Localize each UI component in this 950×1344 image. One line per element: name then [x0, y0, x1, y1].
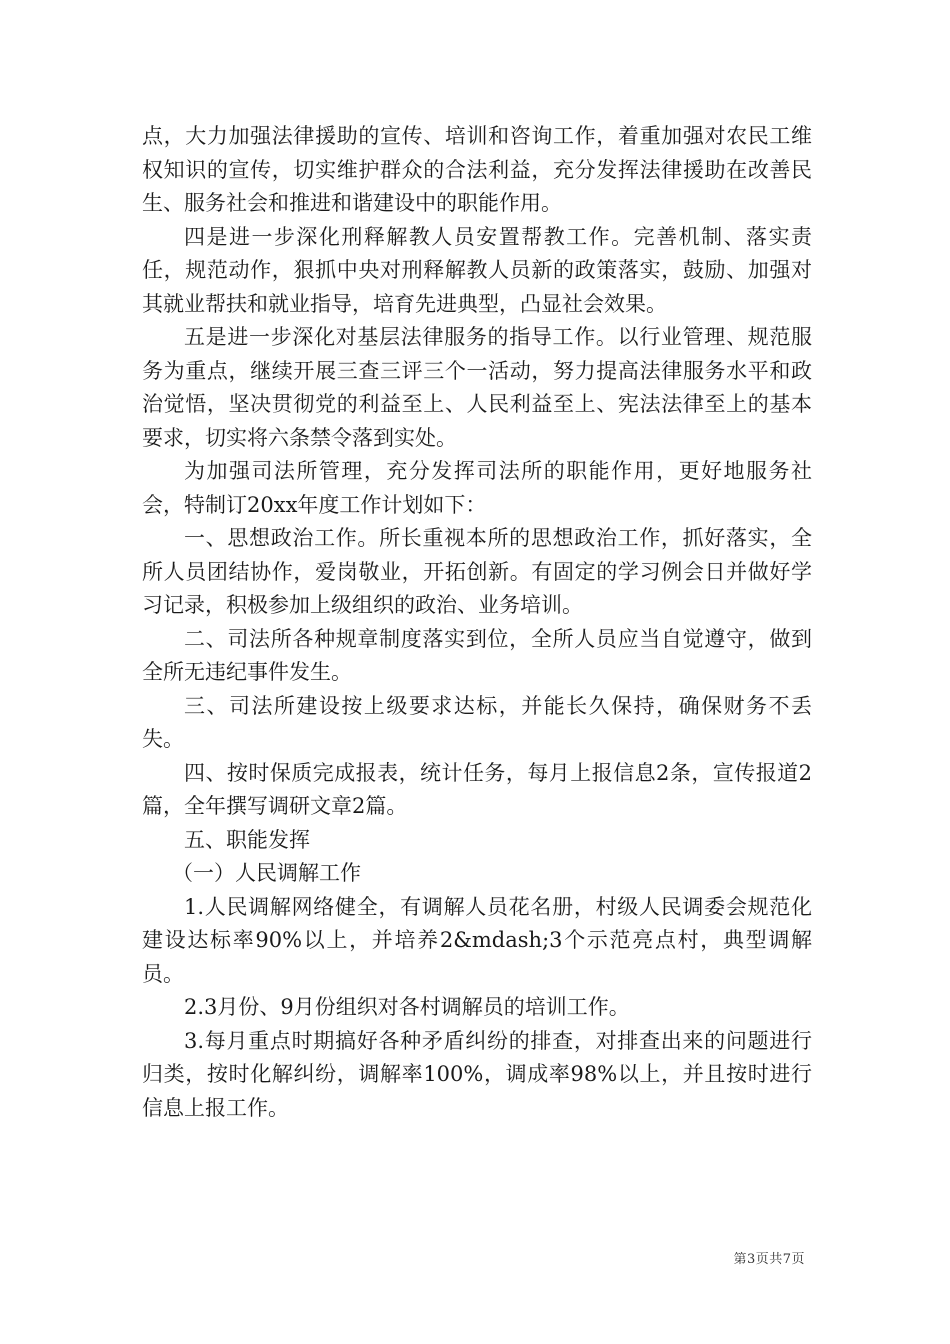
- list-item-1: 1.人民调解网络健全，有调解人员花名册，村级人民调委会规范化建设达标率90%以上，并培养2&mdash;3个示范亮点村，典型调解员。: [142, 894, 812, 986]
- document-body: [142, 120, 812, 1125]
- paragraph-section-three: 三、司法所建设按上级要求达标，并能长久保持，确保财务不丢失。: [142, 693, 812, 751]
- paragraph-section-one: 一、思想政治工作。所长重视本所的思想政治工作，抓好落实，全所人员团结协作，爱岗敬业，开拓创新。有固定的学习例会日并做好学习记录，积极参加上级组织的政治、业务培训。: [142, 526, 812, 617]
- subheading-mediation: （一）人民调解工作: [172, 861, 361, 885]
- page-number: 第3页共7页: [733, 1252, 805, 1267]
- paragraph-point-four: 四是进一步深化刑释解教人员安置帮教工作。完善机制、落实责任，规范动作，狠抓中央对刑释解教人员新的政策落实，鼓励、加强对其就业帮扶和就业指导，培育先进典型，凸显社会效果。: [142, 224, 812, 316]
- paragraph-continuation: 点，大力加强法律援助的宣传、培训和咨询工作，着重加强对农民工维权知识的宣传，切实维护群众的合法利益，充分发挥法律援助在改善民生、服务社会和推进和谐建设中的职能作用。: [142, 124, 812, 215]
- paragraph-section-four: 四、按时保质完成报表，统计任务，每月上报信息2条，宣传报道2篇，全年撰写调研文章2篇。: [142, 760, 812, 818]
- list-item-2: 2.3月份、9月份组织对各村调解员的培训工作。: [184, 995, 630, 1019]
- list-item-3: 3.每月重点时期搞好各种矛盾纠纷的排查，对排查出来的问题进行归类，按时化解纠纷，调解率100%，调成率98%以上，并且按时进行信息上报工作。: [142, 1028, 812, 1120]
- paragraph-point-five: 五是进一步深化对基层法律服务的指导工作。以行业管理、规范服务为重点，继续开展三查三评三个一活动，努力提高法律服务水平和政治觉悟，坚决贯彻党的利益至上、人民利益至上、宪法法律至上的基本要求，切实将六条禁令落到实处。: [142, 325, 812, 450]
- paragraph-plan-intro: 为加强司法所管理，充分发挥司法所的职能作用，更好地服务社会，特制订20xx年度工作计划如下：: [142, 459, 812, 517]
- heading-section-five: 五、职能发挥: [184, 827, 310, 852]
- paragraph-section-two: 二、司法所各种规章制度落实到位，全所人员应当自觉遵守，做到全所无违纪事件发生。: [142, 626, 812, 684]
